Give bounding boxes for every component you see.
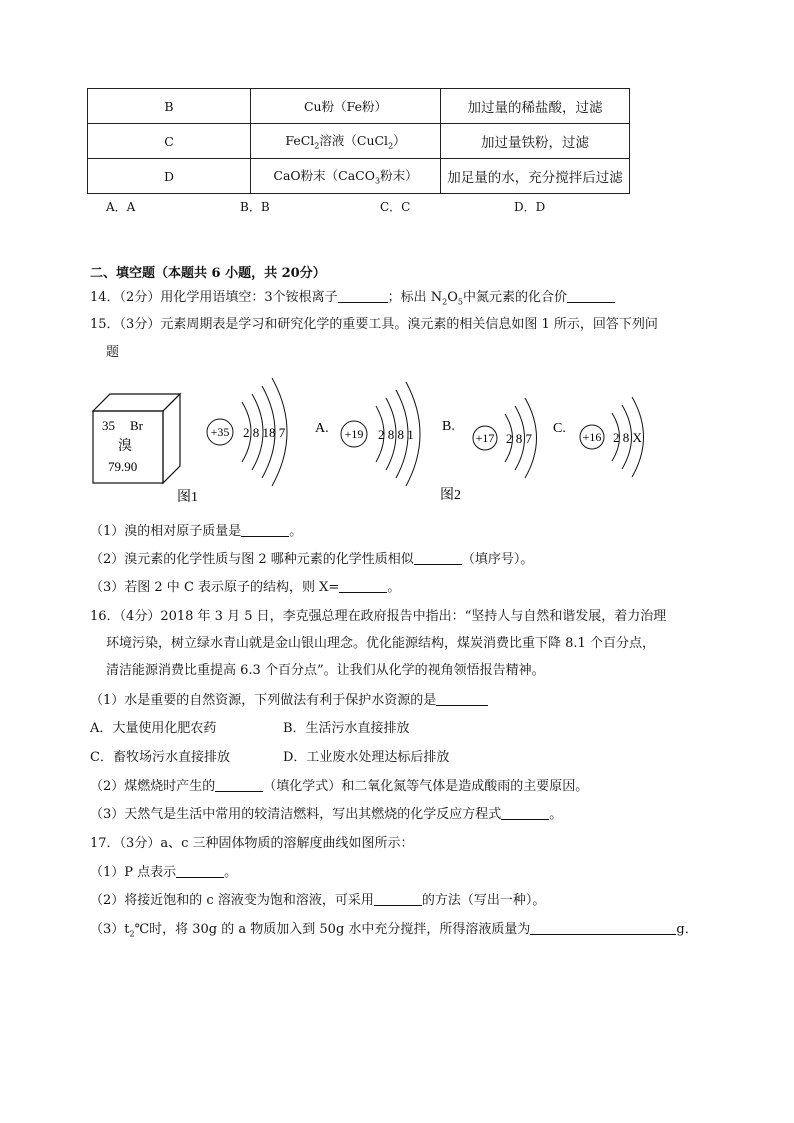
question-17-text: 17．（3分）a、c 三种固体物质的溶解度曲线如图所示： — [90, 836, 414, 851]
electron-shells: 2 8 7 — [506, 431, 532, 446]
row-label: D — [88, 159, 251, 194]
choice-b: B．B — [240, 200, 270, 214]
section-title: 二、填空题（本题共 6 小题，共 20分） — [90, 266, 326, 281]
nucleus-charge: +35 — [210, 425, 230, 439]
question-17-2: （2）将接近饱和的 c 溶液变为饱和溶液，可采用 的方法（写出一种）。 — [90, 893, 546, 908]
question-16-text: 16．（4分）2018 年 3 月 5 日，李克强总理在政府报告中指出：“坚持人与自然和谐发展，着力治理 — [90, 609, 667, 624]
nucleus-charge: +16 — [582, 430, 602, 444]
atom-diagrams — [80, 370, 680, 505]
question-15-3: （3）若图 2 中 C 表示原子的结构，则 X= 。 — [90, 580, 401, 595]
question-16-1: （1）水是重要的自然资源，下列做法有利于保护水资源的是 — [90, 689, 488, 708]
element-mass: 79.90 — [108, 459, 138, 474]
answer-blank[interactable] — [176, 864, 224, 878]
row-method: 加过量铁粉，过滤 — [441, 124, 630, 159]
question-16-text-cont: 环境污染，树立绿水青山就是金山银山理念。优化能源结构，煤炭消费比重下降 8.1 个百分点， — [106, 636, 655, 651]
row-substance: Cu粉（Fe粉） — [251, 89, 441, 124]
element-name: 溴 — [118, 439, 132, 454]
answer-blank[interactable] — [501, 806, 549, 820]
atom-label: A. — [315, 421, 329, 436]
question-16-3: （3）天然气是生活中常用的较清洁燃料，写出其燃烧的化学反应方程式 。 — [90, 807, 563, 822]
row-label: C — [88, 124, 251, 159]
element-symbol: Br — [130, 418, 143, 433]
answer-blank[interactable] — [374, 892, 422, 906]
answer-blank[interactable] — [339, 579, 387, 593]
element-number: 35 — [102, 418, 115, 433]
option-a: A．大量使用化肥农药 — [90, 721, 217, 736]
answer-blank[interactable] — [530, 921, 676, 935]
row-method: 加足量的水，充分搅拌后过滤 — [441, 159, 630, 194]
answer-blank[interactable] — [436, 692, 488, 706]
figure-1-caption: 图1 — [177, 490, 198, 505]
option-b: B．生活污水直接排放 — [283, 721, 410, 736]
atom-a-diagram — [315, 382, 420, 486]
answer-blank[interactable] — [414, 551, 462, 565]
table-row — [88, 89, 630, 124]
electron-shells: 2 8 8 1 — [378, 427, 414, 442]
row-method: 加过量的稀盐酸，过滤 — [441, 89, 630, 124]
answer-blank[interactable] — [241, 523, 289, 537]
answer-blank[interactable] — [567, 289, 615, 303]
answer-blank[interactable] — [338, 289, 388, 303]
table-row — [88, 159, 630, 194]
question-15-1: （1）溴的相对原子质量是 。 — [90, 524, 303, 539]
row-substance: CaO粉末（CaCO$_3$粉末） — [251, 159, 441, 194]
figure-2-caption: 图2 — [440, 488, 461, 503]
choice-a: A．A — [106, 200, 136, 214]
options-table — [87, 88, 630, 194]
atom-c-diagram — [553, 397, 644, 477]
element-box — [93, 394, 180, 483]
atom-b-diagram — [442, 398, 537, 478]
atom-label: B. — [442, 419, 455, 434]
nucleus-charge: +17 — [475, 431, 495, 445]
table-row — [88, 124, 630, 159]
option-c: C．畜牧场污水直接排放 — [90, 750, 230, 765]
question-14: 14．（2分）用化学用语填空：3个铵根离子 ；标出 $N_2O_5$中氮元素的化合价 — [90, 286, 615, 307]
answer-blank[interactable] — [215, 778, 263, 792]
atom-label: C. — [553, 421, 566, 436]
question-15-2: （2）溴元素的化学性质与图 2 哪种元素的化学性质相似 （填序号）。 — [90, 552, 534, 567]
row-substance: FeCl$_2$溶液（CuCl$_2$） — [251, 124, 441, 159]
row-label: B — [88, 89, 251, 124]
question-16-text-cont: 清洁能源消费比重提高 6.3 个百分点”。让我们从化学的视角领悟报告精神。 — [106, 663, 545, 678]
br-atom-diagram — [207, 378, 287, 486]
question-15-text: 15．（3分）元素周期表是学习和研究化学的重要工具。溴元素的相关信息如图 1 所示，回答下列问 — [90, 317, 658, 332]
choice-c: C．C — [380, 200, 411, 214]
question-17-3: $(3)t_2℃$时，将 30g 的 a 物质加入到 50g 水中充分搅拌，所得溶液质量为 g． — [90, 922, 698, 939]
question-17-1: （1）P 点表示 。 — [90, 865, 238, 880]
nucleus-charge: +19 — [344, 427, 364, 441]
question-15-text-cont: 题 — [106, 345, 120, 360]
option-d: D．工业废水处理达标后排放 — [283, 750, 450, 765]
choice-d: D．D — [514, 200, 546, 214]
electron-shells: 2 8 18 7 — [243, 425, 286, 440]
question-16-2: （2）煤燃烧时产生的 （填化学式）和二氧化氮等气体是造成酸雨的主要原因。 — [90, 779, 589, 794]
electron-shells: 2 8 X — [613, 430, 642, 445]
